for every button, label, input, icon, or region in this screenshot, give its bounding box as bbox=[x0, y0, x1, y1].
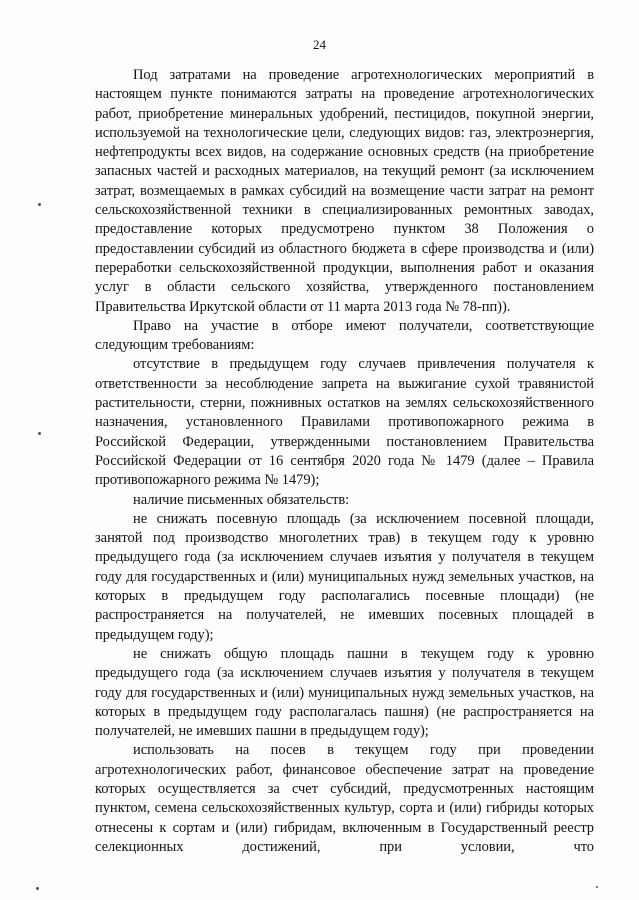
document-body bbox=[95, 66, 594, 857]
scan-speck bbox=[38, 203, 41, 206]
paragraph-sown-area: не снижать посевную площадь (за исключением посевной площади, занятой под производство многолетних трав) в текущем году к уровню предыдущего года (за исключением случаев изъятия у получателя в текущем году для государственных и (или) муниципальных нужд земельных участков, на которых в предыдущем году располагались посевные площади) (не распространяется на получателей, не имевших посевных площадей в предыдущем году); bbox=[95, 510, 594, 643]
page-number: 24 bbox=[313, 37, 326, 52]
scan-speck bbox=[36, 887, 39, 890]
paragraph-eligibility-intro: Право на участие в отборе имеют получатели, соответствующие следующим требованиям: bbox=[95, 317, 594, 354]
scan-speck bbox=[38, 432, 41, 435]
paragraph-arable-land: не снижать общую площадь пашни в текущем году к уровню предыдущего года (за исключением случаев изъятия у получателя в текущем году для государственных и (или) муниципальных нужд земельных участков, на которых в предыдущем году располагалась пашня) (не распространяется на получателей, не имевших пашни в предыдущем году); bbox=[95, 645, 594, 740]
paragraph-written-obligations: наличие письменных обязательств: bbox=[133, 491, 350, 508]
scan-speck bbox=[596, 886, 598, 888]
paragraph-no-violations: отсутствие в предыдущем году случаев привлечения получателя к ответственности за несоблюдение запрета на выжигание сухой травянистой растительности, стерни, пожнивных остатков на землях сельскохозяйственного назначения, установленного Правилами противопожарного режима в Российской Федерации, утвержденными постановлением Правительства Российской Федерации от 16 сентября 2020 года № 1479 (далее – Правила противопожарного режима № 1479); bbox=[95, 356, 594, 489]
paragraph-costs-definition: Под затратами на проведение агротехнологических мероприятий в настоящем пункте понимаются затраты на проведение агротехнологических работ, приобретение минеральных удобрений, пестицидов, покупной энергии, используемой на технологические цели, следующих видов: газ, электроэнергия, нефтепродукты всех видов, на содержание основных средств (на приобретение запасных частей и расходных материалов, на текущий ремонт (за исключением затрат, возмещаемых в рамках субсидий на возмещение части затрат на ремонт сельскохозяйственной техники в специализированных ремонтных заводах, предоставление которых предусмотрено пунктом 38 Положения о предоставлении субсидий из областного бюджета в сфере производства и (или) переработки сельскохозяйственной продукции, выполнения работ и оказания услуг в области сельского хозяйства, утвержденного постановлением Правительства Иркутской области от 11 марта 2013 года № 78-пп)). bbox=[95, 67, 594, 315]
paragraph-seeds: использовать на посев в текущем году при проведении агротехнологических работ, финансовое обеспечение затрат на проведение которых осуществляется за счет субсидий, предусмотренных настоящим пунктом, семена сельскохозяйственных культур, сорта и (или) гибриды которых отнесены к сортам и (или) гибридам, включенным в Государственный реестр селекционных достижений, при условии, что bbox=[95, 742, 594, 855]
